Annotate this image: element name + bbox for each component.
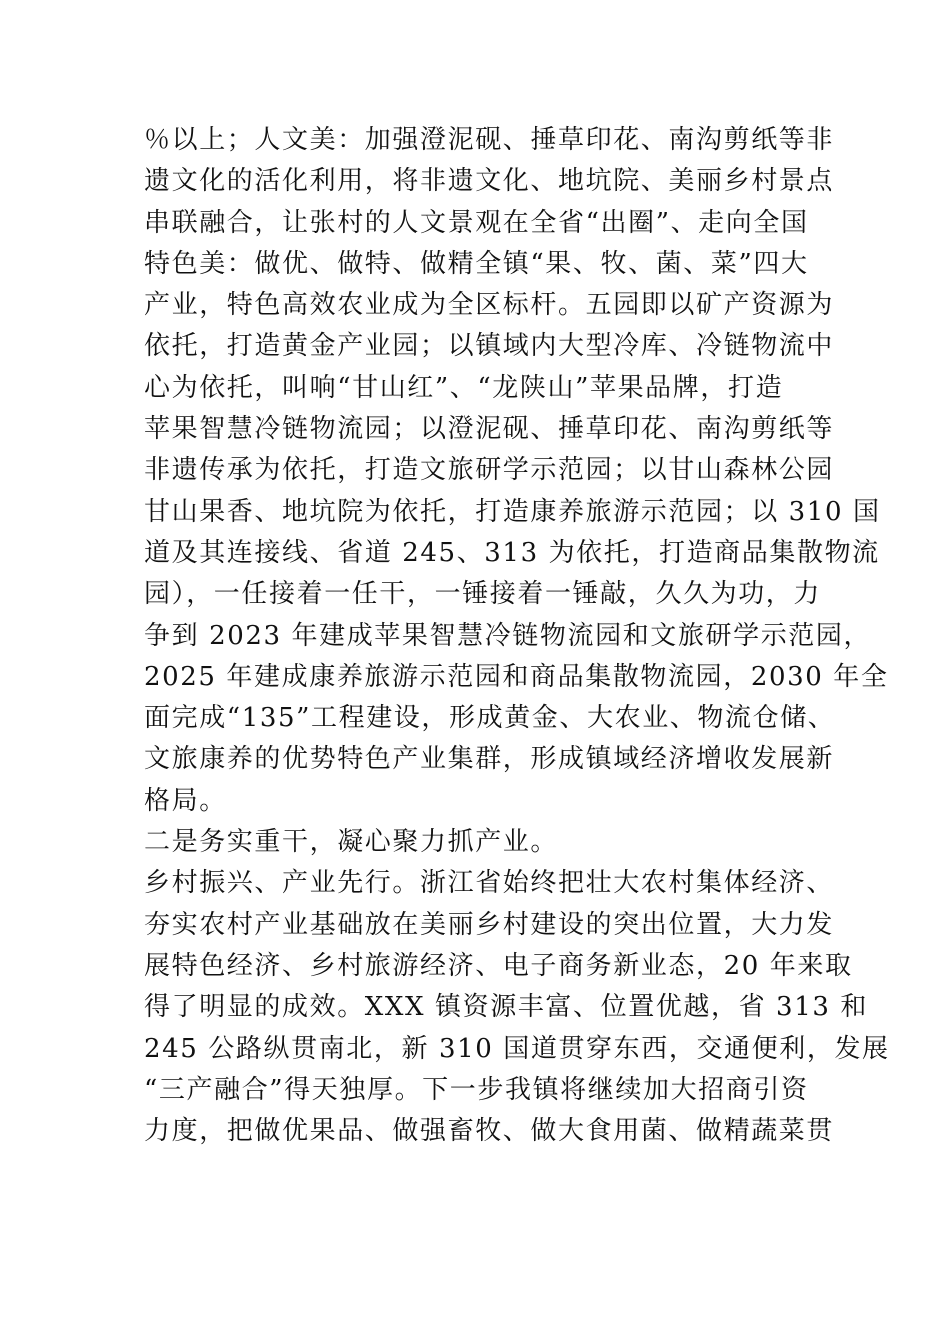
section-heading: 二是务实重干，凝心聚力抓产业。 — [144, 827, 559, 858]
text-line: 产业，特色高效农业成为全区标杆。五园即以矿产资源为 — [144, 290, 835, 321]
text-line: 得了明显的成效。XXX 镇资源丰富、位置优越，省 313 和 — [144, 992, 868, 1023]
text-line: 夯实农村产业基础放在美丽乡村建设的突出位置，大力发 — [144, 909, 835, 940]
text-line: 园），一任接着一任干，一锤接着一锤敲，久久为功，力 — [144, 579, 822, 610]
text-line: 面完成“135”工程建设，形成黄金、大农业、物流仓储、 — [144, 703, 836, 734]
text-line: 串联融合，让张村的人文景观在全省“出圈”、走向全国 — [144, 207, 809, 238]
text-line: 道及其连接线、省道 245、313 为依托，打造商品集散物流 — [144, 537, 880, 568]
text-line: ％以上；人文美：加强澄泥砚、捶草印花、南沟剪纸等非 — [144, 125, 835, 155]
document-body — [144, 120, 890, 1152]
text-line: 遗文化的活化利用，将非遗文化、地坑院、美丽乡村景点 — [144, 166, 835, 197]
text-line: 争到 2023 年建成苹果智慧冷链物流园和文旅研学示范园， — [144, 620, 872, 651]
text-line: 展特色经济、乡村旅游经济、电子商务新业态，20 年来取 — [144, 950, 853, 981]
text-line: “三产融合”得天独厚。下一步我镇将继续加大招商引资 — [144, 1074, 809, 1105]
text-line: 特色美：做优、做特、做精全镇“果、牧、菌、菜”四大 — [144, 248, 809, 279]
text-line: 格局。 — [144, 785, 227, 816]
text-line: 甘山果香、地坑院为依托，打造康养旅游示范园；以 310 国 — [144, 496, 881, 527]
text-line: 245 公路纵贯南北，新 310 国道贯穿东西，交通便利，发展 — [144, 1033, 890, 1064]
text-line: 依托，打造黄金产业园；以镇域内大型冷库、冷链物流中 — [144, 331, 835, 362]
text-line: 苹果智慧冷链物流园；以澄泥砚、捶草印花、南沟剪纸等 — [144, 414, 835, 445]
text-line: 心为依托，叫响“甘山红”、“龙陕山”苹果品牌，打造 — [144, 372, 784, 403]
text-line: 2025 年建成康养旅游示范园和商品集散物流园，2030 年全 — [144, 661, 889, 692]
text-line: 文旅康养的优势特色产业集群，形成镇域经济增收发展新 — [144, 744, 835, 775]
text-line: 乡村振兴、产业先行。浙江省始终把壮大农村集体经济、 — [144, 868, 835, 899]
text-line: 力度，把做优果品、做强畜牧、做大食用菌、做精蔬菜贯 — [144, 1116, 835, 1147]
text-line: 非遗传承为依托，打造文旅研学示范园；以甘山森林公园 — [144, 455, 835, 486]
